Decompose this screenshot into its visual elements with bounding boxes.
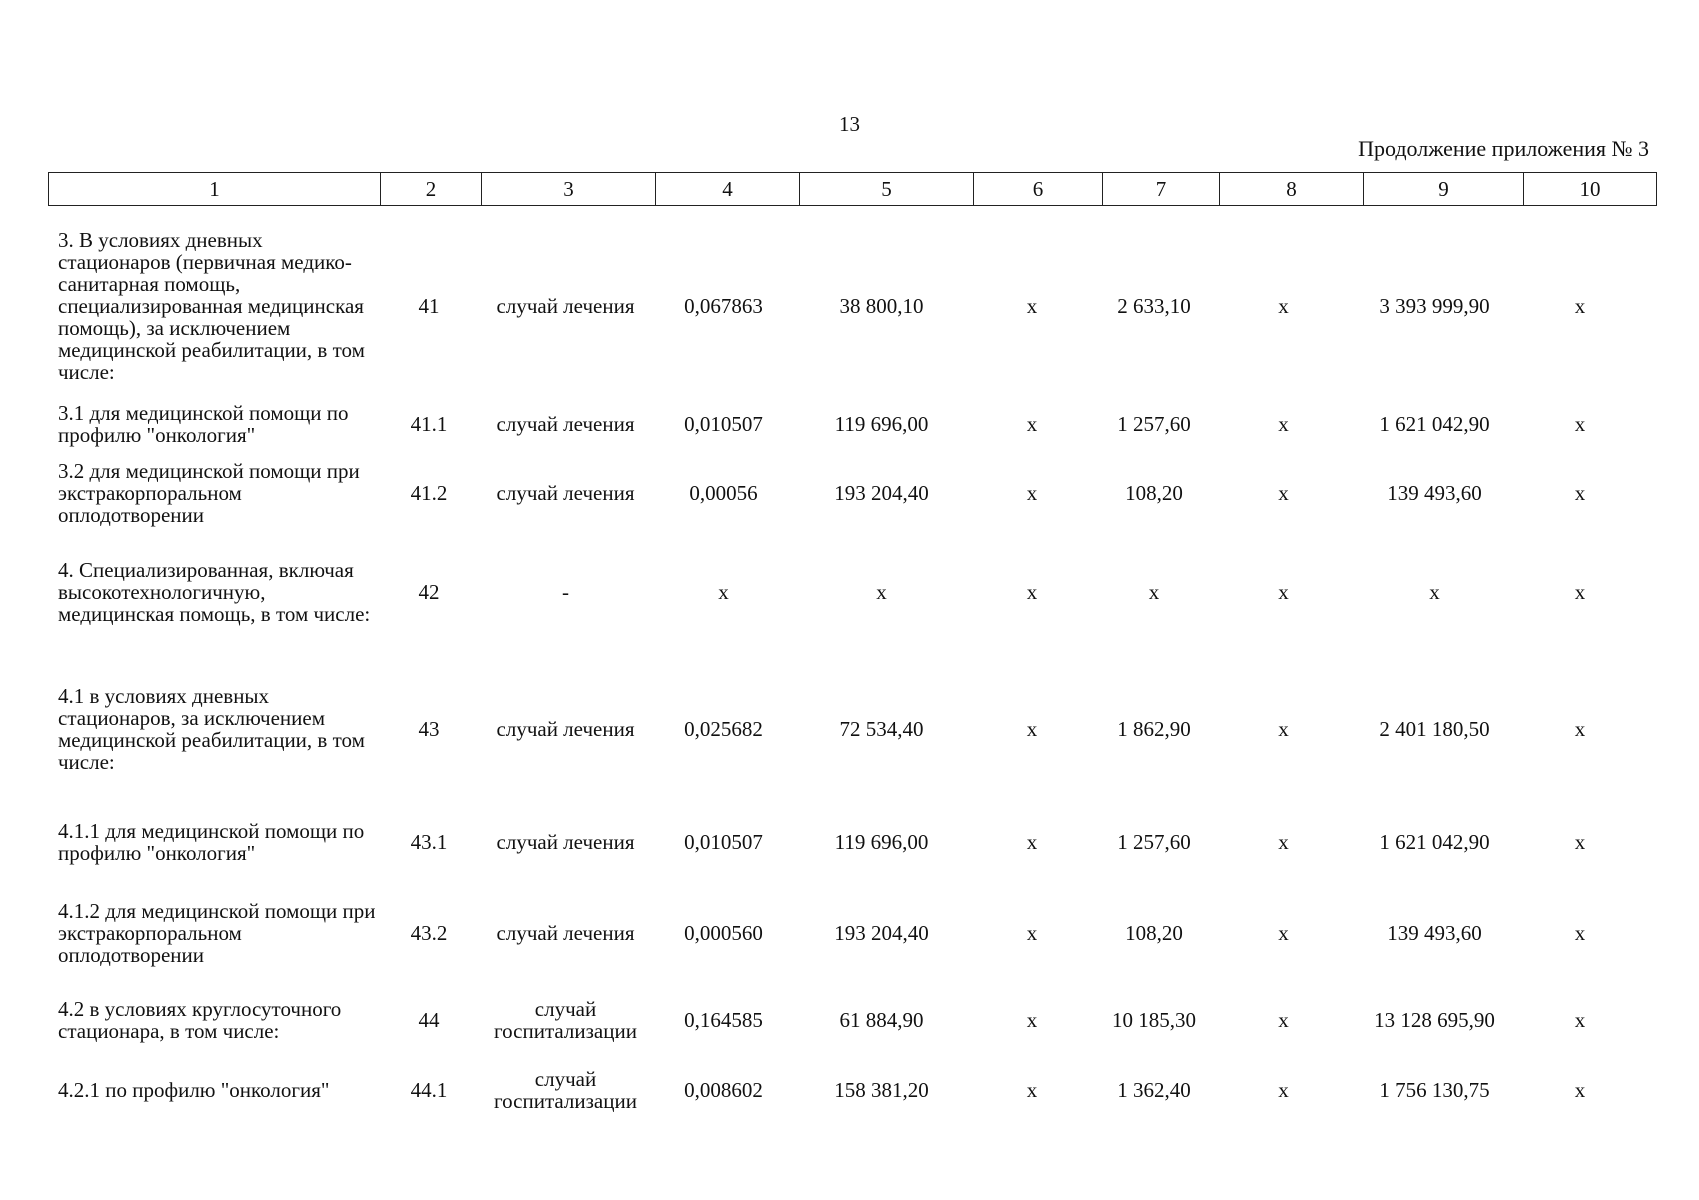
row-norm: 0,067863	[684, 294, 763, 318]
row-line-number: 41.2	[410, 481, 448, 505]
row-col6: х	[1026, 580, 1038, 604]
row-name: 4.2 в условиях круглосуточного стационара, в том числе:	[58, 997, 342, 1043]
row-col7: 108,20	[1125, 921, 1183, 945]
column-number: 7	[1103, 173, 1220, 206]
row-cost: х	[876, 580, 887, 604]
row-col6: х	[1026, 1008, 1038, 1032]
row-col8: х	[1278, 1078, 1289, 1102]
column-number: 8	[1220, 173, 1364, 206]
row-col9: 13 128 695,90	[1374, 1008, 1495, 1032]
column-number: 2	[381, 173, 482, 206]
column-number: 1	[49, 173, 381, 206]
row-col10: х	[1574, 1078, 1586, 1102]
row-norm: 0,164585	[684, 1008, 763, 1032]
row-unit: случай лечения	[496, 481, 635, 505]
row-norm: 0,010507	[684, 412, 763, 436]
row-unit: -	[562, 580, 569, 604]
row-col7: 2 633,10	[1117, 294, 1191, 318]
row-line-number: 42	[418, 580, 440, 604]
row-line-number: 43.1	[410, 830, 448, 854]
table-row	[48, 882, 1646, 984]
row-col7: 1 862,90	[1117, 717, 1191, 741]
row-col7: 1 257,60	[1117, 412, 1191, 436]
table-row	[48, 528, 1646, 656]
row-col7: х	[1148, 580, 1160, 604]
row-name: 3. В условиях дневных стационаров (первичная медико-санитарная помощь, специализированная медицинская помощь), за исключением медицинской реабилитации, в том числе:	[58, 228, 365, 384]
row-cost: 158 381,20	[834, 1078, 929, 1102]
row-unit: случай лечения	[496, 717, 635, 741]
row-col10: х	[1574, 830, 1586, 854]
row-col8: х	[1278, 717, 1289, 741]
column-number: 9	[1364, 173, 1524, 206]
row-name: 4. Специализированная, включая высокотехнологичную, медицинская помощь, в том числе:	[58, 558, 371, 626]
row-norm: 0,00056	[689, 481, 758, 505]
row-name: 4.1 в условиях дневных стационаров, за исключением медицинской реабилитации, в том числе:	[58, 684, 365, 774]
column-number: 10	[1524, 173, 1657, 206]
page-number: 13	[839, 112, 860, 136]
row-line-number: 44	[418, 1008, 440, 1032]
row-line-number: 41	[418, 294, 440, 318]
row-col10: х	[1574, 481, 1586, 505]
row-line-number: 43	[418, 717, 440, 741]
row-col8: х	[1278, 294, 1289, 318]
row-col8: х	[1278, 830, 1289, 854]
row-col9: х	[1429, 580, 1440, 604]
row-col9: 139 493,60	[1387, 481, 1482, 505]
row-col9: 1 621 042,90	[1379, 412, 1490, 436]
row-cost: 193 204,40	[834, 481, 929, 505]
row-unit: случай лечения	[496, 830, 635, 854]
row-col7: 1 257,60	[1117, 830, 1191, 854]
row-col7: 10 185,30	[1112, 1008, 1196, 1032]
row-unit: случай лечения	[496, 294, 635, 318]
row-unit: случай госпитализации	[494, 997, 637, 1043]
row-col8: х	[1278, 580, 1289, 604]
row-unit: случай лечения	[496, 921, 635, 945]
row-col7: 1 362,40	[1117, 1078, 1191, 1102]
table-row	[48, 222, 1646, 390]
row-unit: случай лечения	[496, 412, 635, 436]
continuation-label: Продолжение приложения № 3	[1358, 136, 1649, 161]
row-col10: х	[1574, 717, 1586, 741]
row-norm: 0,008602	[684, 1078, 763, 1102]
column-number: 6	[974, 173, 1103, 206]
data-table	[48, 222, 1646, 1124]
row-col7: 108,20	[1125, 481, 1183, 505]
row-col10: х	[1574, 580, 1586, 604]
row-name: 4.1.2 для медицинской помощи при экстракорпоральном оплодотворении	[58, 899, 376, 967]
row-line-number: 41.1	[410, 412, 448, 436]
row-cost: 119 696,00	[834, 830, 929, 854]
row-name: 4.2.1 по профилю "онкология"	[58, 1078, 330, 1102]
row-cost: 193 204,40	[834, 921, 929, 945]
table-row	[48, 802, 1646, 882]
column-number-header	[48, 172, 1657, 206]
row-unit: случай госпитализации	[494, 1067, 637, 1113]
row-col9: 139 493,60	[1387, 921, 1482, 945]
row-line-number: 44.1	[410, 1078, 448, 1102]
row-name: 4.1.1 для медицинской помощи по профилю "онкология"	[58, 819, 365, 865]
row-col8: х	[1278, 481, 1289, 505]
row-name: 3.2 для медицинской помощи при экстракорпоральном оплодотворении	[58, 459, 360, 527]
row-norm: 0,010507	[684, 830, 763, 854]
column-number: 3	[482, 173, 656, 206]
row-norm: 0,000560	[684, 921, 763, 945]
row-col6: х	[1026, 717, 1038, 741]
row-line-number: 43.2	[410, 921, 448, 945]
row-col6: х	[1026, 481, 1038, 505]
column-number: 4	[656, 173, 800, 206]
column-number: 5	[800, 173, 974, 206]
row-col6: х	[1026, 294, 1038, 318]
row-col9: 3 393 999,90	[1379, 294, 1490, 318]
row-col8: х	[1278, 921, 1289, 945]
row-col9: 2 401 180,50	[1379, 717, 1490, 741]
row-col10: х	[1574, 921, 1586, 945]
row-cost: 38 800,10	[839, 294, 924, 318]
row-cost: 61 884,90	[839, 1008, 924, 1032]
table-row	[48, 1056, 1646, 1124]
row-col10: х	[1574, 294, 1586, 318]
row-col9: 1 756 130,75	[1379, 1078, 1490, 1102]
row-col6: х	[1026, 921, 1038, 945]
table-row	[48, 656, 1646, 802]
table-row	[48, 458, 1646, 528]
row-col10: х	[1574, 412, 1586, 436]
table-row	[48, 390, 1646, 458]
row-col9: 1 621 042,90	[1379, 830, 1490, 854]
row-name: 3.1 для медицинской помощи по профилю "онкология"	[58, 401, 349, 447]
row-cost: 119 696,00	[834, 412, 929, 436]
row-col6: х	[1026, 412, 1038, 436]
row-norm: х	[718, 580, 729, 604]
row-col8: х	[1278, 412, 1289, 436]
row-cost: 72 534,40	[839, 717, 924, 741]
row-col6: х	[1026, 1078, 1038, 1102]
table-row	[48, 984, 1646, 1056]
row-norm: 0,025682	[684, 717, 763, 741]
row-col6: х	[1026, 830, 1038, 854]
row-col8: х	[1278, 1008, 1289, 1032]
row-col10: х	[1574, 1008, 1586, 1032]
